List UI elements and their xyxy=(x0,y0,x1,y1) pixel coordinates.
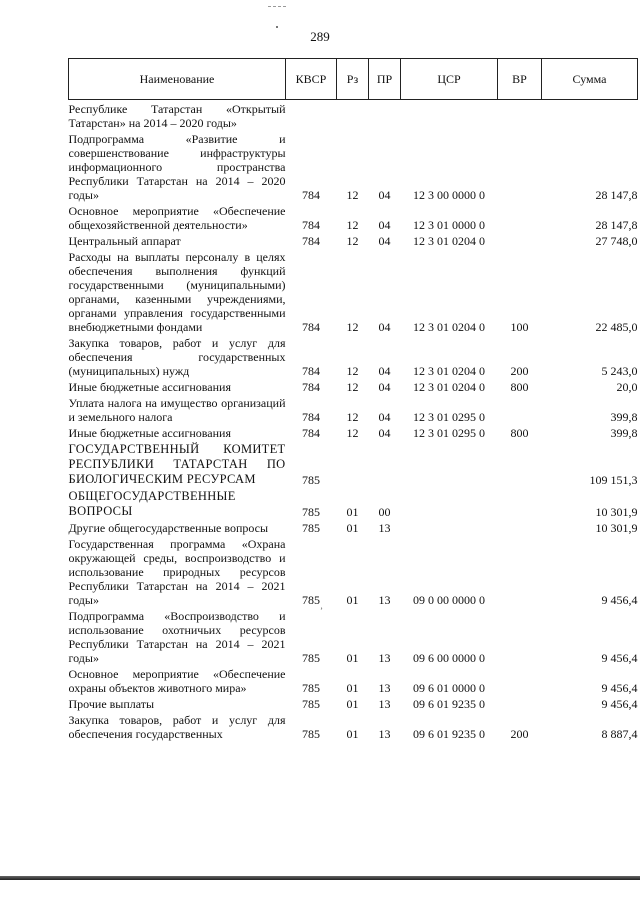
cell-vr xyxy=(498,487,542,519)
cell-sum: 28 147,8 xyxy=(595,218,638,232)
cell-csr: 12 3 01 0204 0 xyxy=(413,320,485,334)
cell-sum: 8 887,4 xyxy=(601,727,638,741)
cell-kvsr: 784 xyxy=(302,426,320,440)
cell-kvsr: 785 xyxy=(302,505,320,519)
cell-sum: 399,8 xyxy=(610,410,638,424)
cell-sum: 399,8 xyxy=(610,426,638,440)
cell-rz: 12 xyxy=(346,218,359,232)
table-row xyxy=(69,100,638,131)
cell-vr xyxy=(498,440,542,487)
cell-rz: 12 xyxy=(346,234,359,248)
table-row xyxy=(69,232,638,248)
cell-csr: 12 3 01 0000 0 xyxy=(413,218,485,232)
table-row xyxy=(69,394,638,424)
cell-vr: 100 xyxy=(510,320,529,334)
cell-kvsr: 785 xyxy=(302,593,320,607)
cell-csr: 12 3 01 0295 0 xyxy=(413,410,485,424)
cell-kvsr: 784 xyxy=(302,218,320,232)
cell-rz xyxy=(337,440,369,487)
cell-csr: 09 6 01 9235 0 xyxy=(413,697,485,711)
table-row xyxy=(69,535,638,607)
header-csr: ЦСР xyxy=(401,59,498,100)
header-rz: Рз xyxy=(337,59,369,100)
cell-pr: 13 xyxy=(378,681,391,695)
cell-name: Закупка товаров, работ и услуг для обеспечения государственных xyxy=(68,713,286,741)
cell-rz: 01 xyxy=(346,651,359,665)
cell-name: Центральный аппарат xyxy=(68,234,181,248)
cell-rz: 12 xyxy=(346,188,359,202)
scan-artifact-mark: ’ xyxy=(320,606,323,616)
cell-name: Республике Татарстан «Открытый Татарстан» на 2014 – 2020 годы» xyxy=(68,102,286,130)
cell-pr xyxy=(369,100,401,131)
cell-kvsr: 785 xyxy=(302,473,320,487)
table-row xyxy=(69,334,638,378)
scan-artifact-dot xyxy=(276,26,278,28)
cell-sum: 5 243,0 xyxy=(601,364,638,378)
cell-csr: 12 3 01 0204 0 xyxy=(413,380,485,394)
cell-csr xyxy=(401,487,498,519)
cell-csr: 12 3 00 0000 0 xyxy=(413,188,485,202)
cell-rz: 12 xyxy=(346,380,359,394)
cell-vr xyxy=(498,607,542,665)
table-row xyxy=(69,248,638,334)
cell-vr xyxy=(498,519,542,535)
cell-sum: 9 456,4 xyxy=(601,697,638,711)
cell-name: Подпрограмма «Воспроизводство и использование охотничьих ресурсов Республики Татарстан на 2014 – 2021 годы» xyxy=(68,609,286,665)
cell-name: Расходы на выплаты персоналу в целях обеспечения выполнения функций государственными (муниципальными) органами, казенными учреждениями, органами управления государственными внебюджетными фондами xyxy=(68,250,286,334)
cell-vr xyxy=(498,535,542,607)
cell-rz: 01 xyxy=(346,727,359,741)
table-row xyxy=(69,695,638,711)
cell-name: ОБЩЕГОСУДАРСТВЕННЫЕ ВОПРОСЫ xyxy=(68,489,236,518)
cell-rz: 12 xyxy=(346,426,359,440)
cell-name: Иные бюджетные ассигнования xyxy=(68,380,231,394)
cell-csr: 09 6 01 0000 0 xyxy=(413,681,485,695)
cell-name: Закупка товаров, работ и услуг для обеспечения государственных (муниципальных) нужд xyxy=(68,336,286,378)
cell-kvsr: 785 xyxy=(302,681,320,695)
cell-name: Основное мероприятие «Обеспечение общехозяйственной деятельности» xyxy=(68,204,286,232)
cell-vr: 800 xyxy=(510,426,529,440)
cell-vr xyxy=(498,100,542,131)
cell-sum: 9 456,4 xyxy=(601,593,638,607)
cell-name: Уплата налога на имущество организаций и земельного налога xyxy=(68,396,286,424)
cell-vr xyxy=(498,232,542,248)
table-row xyxy=(69,487,638,519)
cell-pr: 13 xyxy=(378,651,391,665)
table-row xyxy=(69,130,638,202)
cell-sum: 22 485,0 xyxy=(595,320,638,334)
header-name: Наименование xyxy=(69,59,286,100)
cell-name: Государственная программа «Охрана окружающей среды, воспроизводство и использование природных ресурсов Республики Татарстан на 2014 – 2021 годы» xyxy=(68,537,286,607)
cell-vr xyxy=(498,665,542,695)
cell-name: Прочие выплаты xyxy=(68,697,155,711)
cell-kvsr: 785 xyxy=(302,727,320,741)
header-vr: ВР xyxy=(498,59,542,100)
cell-pr: 04 xyxy=(378,426,391,440)
cell-rz: 01 xyxy=(346,505,359,519)
cell-pr: 04 xyxy=(378,410,391,424)
cell-name: Иные бюджетные ассигнования xyxy=(68,426,231,440)
cell-csr: 09 6 00 0000 0 xyxy=(413,651,485,665)
table-row xyxy=(69,378,638,394)
cell-kvsr: 784 xyxy=(302,380,320,394)
scan-artifact-top xyxy=(268,6,286,8)
cell-name: Основное мероприятие «Обеспечение охраны объектов животного мира» xyxy=(68,667,286,695)
cell-csr: 09 6 01 9235 0 xyxy=(413,727,485,741)
table-row xyxy=(69,202,638,232)
cell-kvsr: 785 xyxy=(302,697,320,711)
cell-rz: 01 xyxy=(346,697,359,711)
cell-kvsr: 784 xyxy=(302,320,320,334)
cell-sum: 10 301,9 xyxy=(595,505,638,519)
cell-kvsr xyxy=(286,100,337,131)
cell-pr: 04 xyxy=(378,364,391,378)
table-row xyxy=(69,519,638,535)
cell-pr: 13 xyxy=(378,697,391,711)
cell-csr: 12 3 01 0295 0 xyxy=(413,426,485,440)
cell-pr: 04 xyxy=(378,218,391,232)
cell-rz: 01 xyxy=(346,593,359,607)
cell-csr: 12 3 01 0204 0 xyxy=(413,364,485,378)
cell-pr: 04 xyxy=(378,234,391,248)
cell-csr xyxy=(401,100,498,131)
cell-rz: 12 xyxy=(346,410,359,424)
table-header-row xyxy=(69,59,638,100)
header-sum: Сумма xyxy=(542,59,638,100)
cell-name: ГОСУДАРСТВЕННЫЙ КОМИТЕТ РЕСПУБЛИКИ ТАТАРСТАН ПО БИОЛОГИЧЕСКИМ РЕСУРСАМ xyxy=(68,442,286,486)
cell-sum: 20,0 xyxy=(616,380,638,394)
cell-sum: 28 147,8 xyxy=(595,188,638,202)
cell-pr: 00 xyxy=(378,505,391,519)
table-row xyxy=(69,424,638,440)
cell-csr: 12 3 01 0204 0 xyxy=(413,234,485,248)
cell-rz: 12 xyxy=(346,364,359,378)
table-row xyxy=(69,665,638,695)
scan-bottom-edge xyxy=(0,876,640,880)
header-pr: ПР xyxy=(369,59,401,100)
cell-vr xyxy=(498,394,542,424)
cell-rz: 01 xyxy=(346,521,359,535)
cell-sum: 9 456,4 xyxy=(601,651,638,665)
cell-vr xyxy=(498,130,542,202)
cell-kvsr: 785 xyxy=(302,521,320,535)
cell-vr: 200 xyxy=(510,727,529,741)
cell-rz: 12 xyxy=(346,320,359,334)
cell-sum: 27 748,0 xyxy=(595,234,638,248)
cell-vr: 200 xyxy=(510,364,529,378)
cell-sum: 109 151,3 xyxy=(589,473,638,487)
cell-kvsr: 784 xyxy=(302,188,320,202)
cell-vr xyxy=(498,202,542,232)
cell-kvsr: 784 xyxy=(302,410,320,424)
cell-kvsr: 785 xyxy=(302,651,320,665)
table-body xyxy=(69,100,638,742)
cell-pr: 13 xyxy=(378,727,391,741)
table-row xyxy=(69,440,638,487)
cell-pr: 04 xyxy=(378,188,391,202)
cell-vr: 800 xyxy=(510,380,529,394)
cell-pr: 13 xyxy=(378,521,391,535)
cell-sum: 9 456,4 xyxy=(601,681,638,695)
cell-name: Подпрограмма «Развитие и совершенствование инфраструктуры информационного пространства Республики Татарстан на 2014 – 2020 годы» xyxy=(68,132,286,202)
cell-pr xyxy=(369,440,401,487)
cell-kvsr: 784 xyxy=(302,234,320,248)
budget-table xyxy=(68,58,638,741)
cell-kvsr: 784 xyxy=(302,364,320,378)
table-row xyxy=(69,711,638,741)
cell-name: Другие общегосударственные вопросы xyxy=(68,521,269,535)
cell-sum xyxy=(542,100,638,131)
cell-pr: 04 xyxy=(378,320,391,334)
cell-pr: 13 xyxy=(378,593,391,607)
cell-csr: 09 0 00 0000 0 xyxy=(413,593,485,607)
cell-csr xyxy=(401,519,498,535)
page-number: 289 xyxy=(310,29,330,44)
cell-vr xyxy=(498,695,542,711)
cell-csr xyxy=(401,440,498,487)
cell-rz xyxy=(337,100,369,131)
cell-rz: 01 xyxy=(346,681,359,695)
header-kvsr: КВСР xyxy=(286,59,337,100)
cell-pr: 04 xyxy=(378,380,391,394)
cell-sum: 10 301,9 xyxy=(595,521,638,535)
table-row xyxy=(69,607,638,665)
